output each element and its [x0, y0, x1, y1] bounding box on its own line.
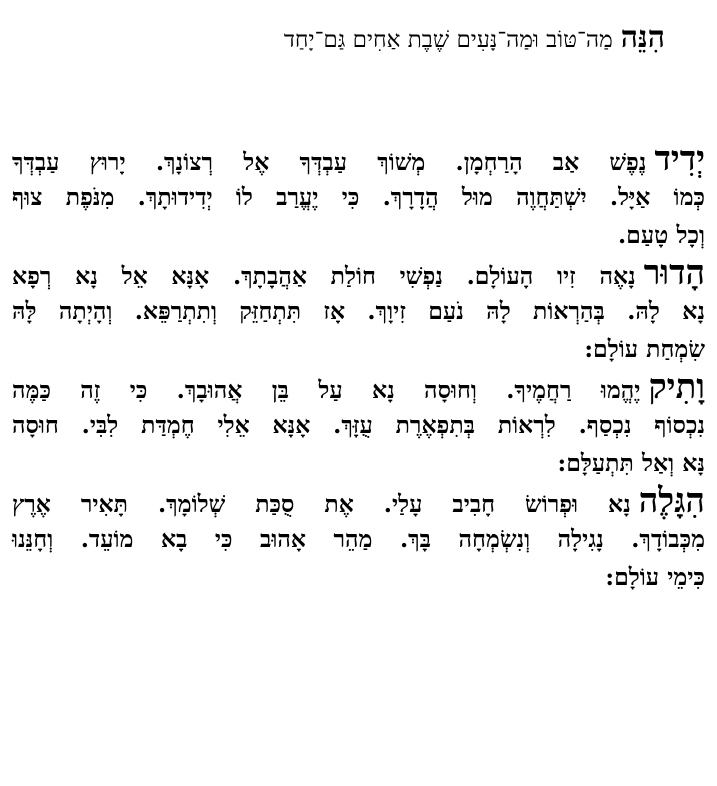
stanza-4 — [12, 482, 705, 596]
stanza-line: וְכָל טָעַם. — [617, 221, 705, 249]
header-text: מַה־טּוֹב וּמַה־נָּעִים שֶׁבֶת אַחִים גַּם־יָחַד — [283, 27, 613, 53]
stanza-3 — [12, 368, 705, 482]
stanza-line-text: יֶהֱמוּ רַחֲמֶיךָ. וְחוּסָה נָא עַל בֵּן אֲהוּבָךְ. כִּי זֶה כַּמֶּה — [12, 376, 641, 404]
stanza-line — [12, 254, 705, 292]
stanza-line — [12, 482, 705, 520]
stanza-1 — [12, 140, 705, 254]
stanza-lead-word: הִגָּלֶה — [638, 481, 705, 521]
stanza-line-text: נָאֶה זִיו הָעוֹלָם. נַפְשִׁי חוֹלַת אַהֲבָתָךְ. אָנָּא אֵל נָא רְפָא — [12, 262, 636, 290]
stanza-line: נִכְסוֹף נִכְסַף. לִרְאוֹת בְּתִפְאֶרֶת עֻזָּךְ. אָנָּא אֵלִי חֶמְדַּת לִבִּי. חוּסָה — [12, 411, 705, 439]
stanza-2 — [12, 254, 705, 368]
stanza-lead-word: הָדוּר — [643, 253, 705, 293]
stanza-line: שִׂמְחַת עוֹלָם: — [584, 335, 705, 363]
stanza-line-text: נֶפֶשׁ אַב הָרַחְמָן. מְשׁוֹךְ עַבְדְּךָ אֶל רְצוֹנָךְ. יָרוּץ עַבְדְּךָ — [12, 148, 647, 176]
stanza-lead-word: יְדִיד — [654, 139, 705, 179]
stanza-line: כִּימֵי עוֹלָם: — [605, 563, 705, 591]
header-verse — [52, 18, 665, 60]
stanza-line: נָא לָהּ. בְּהַרְאוֹת לָהּ נֹעַם זִיוָךְ. אָז תִּתְחַזֵּק וְתִתְרַפֵּא. וְהָיְתָה לָּהּ — [12, 297, 705, 325]
stanza-lead-word: וָתִיק — [648, 367, 705, 407]
poem — [12, 140, 705, 596]
stanza-line: נָּא וְאַל תִּתְעַלָּם: — [557, 449, 705, 477]
stanza-line — [12, 140, 705, 178]
stanza-line — [12, 368, 705, 406]
stanza-line: מִכְּבוֹדָךְ. נָגִילָה וְנִשְׂמְחָה בָּךְ. מַהֵר אָהוּב כִּי בָא מוֹעֵד. וְחָנֵּנוּ — [12, 525, 705, 553]
stanza-line-text: נָא וּפְרוֹשׂ חָבִיב עָלַי. אֶת סֻכַּת שְׁלוֹמָךְ. תָּאִיר אֶרֶץ — [12, 490, 631, 518]
stanza-line: כְּמוֹ אַיָּל. יִשְׁתַּחֲוֶה מוּל הֲדָרָךְ. כִּי יֶעֱרַב לוֹ יְדִידוּתָךְ. מִנֹּפֶת צוּף — [12, 183, 705, 211]
header-lead-word: הִנֵּה — [620, 20, 665, 55]
